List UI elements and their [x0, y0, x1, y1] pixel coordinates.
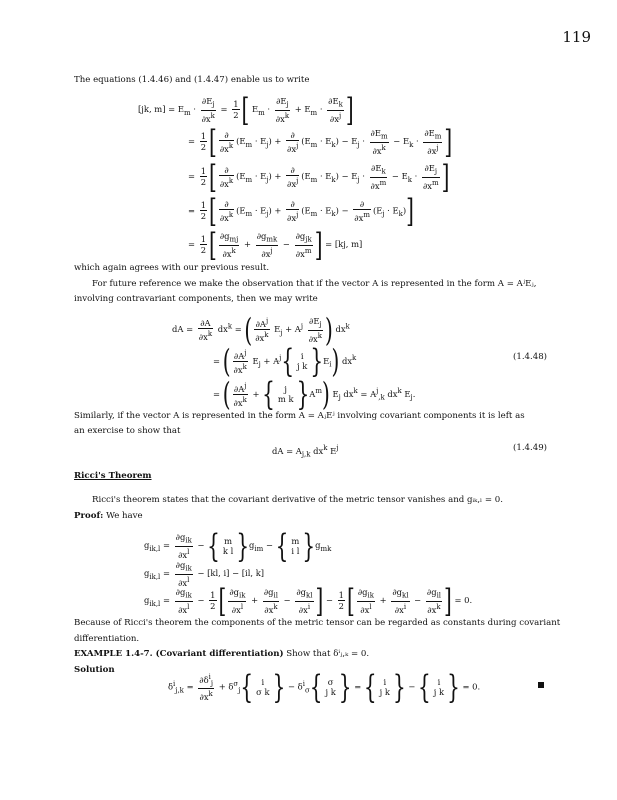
section-title: Ricci's Theorem — [74, 471, 152, 481]
equation-jkm-line-3: = $\frac{1}{2}$ [ $\frac{\partial}{\partial x^k}$ $(E_m \cdot E_j)$ + $\frac{\partial}{\partial x^j}$ $(E_m \cdot E_k) - E_j$ · $\frac{\partial E_k}{\partial x^m}$ − $E_k$ · $\frac{\partial E_j}{\partial x^m}$ ] — [188, 157, 450, 196]
equation-ricci-line-2: $g_{ik,l}$ = $\frac{\partial g_{ik}}{\partial x^l}$ − [kl, i] − [il, k] — [144, 560, 265, 588]
equation-dA-line-1: dA = $\frac{\partial A}{\partial x^k}$ $dx^k$ = ( $\frac{\partial A^j}{\partial x^k}$ $E_j + A^j$ $\frac{\partial E_j}{\partial x^k}$ ) $dx^k$ — [172, 310, 350, 349]
because-paragraph-line-2: differentiation. — [74, 634, 140, 644]
intro-line: The equations (1.4.46) and (1.4.47) enable us to write — [74, 75, 310, 85]
equation-jkm-line-2: = $\frac{1}{2}$ [ $\frac{\partial}{\partial x^k}$ $(E_m \cdot E_j)$ + $\frac{\partial}{\partial x^j}$ $(E_m \cdot E_k) - E_j$ · $\frac{\partial E_m}{\partial x^k}$ − $E_k$ · $\frac{\partial E_m}{\partial x^j}$ ] — [188, 122, 453, 161]
equation-jkm-line-5: = $\frac{1}{2}$ [ $\frac{\partial g_{mj}}{\partial x^k}$ + $\frac{\partial g_{mk}}{\partial x^j}$ − $\frac{\partial g_{jk}}{\partial x^m}$ ] = [kj, m] — [188, 225, 363, 264]
agrees-line: which again agrees with our previous result. — [74, 263, 270, 273]
equation-jkm-line-1: [jk, $m] = E_m$ · $\frac{\partial E_j}{\partial x^k}$ = $\frac{1}{2}$ [ $E_m$ · $\frac{\partial E_j}{\partial x^k}$ + $E_m$ · $\frac{\partial E_k}{\partial x^j}$ ] — [138, 90, 354, 129]
example-text: Show that δⁱⱼ,ₖ = 0. — [286, 649, 370, 659]
solution-label: Solution — [74, 665, 115, 675]
proof-text: We have — [106, 511, 143, 521]
page-number: 119 — [562, 28, 591, 46]
proof-line — [74, 510, 143, 522]
similar-paragraph-line-2: an exercise to show that — [74, 426, 181, 436]
equation-1-4-49: dA = $A_{j,k}$ $dx^k$ $E^j$ — [272, 444, 339, 459]
similar-paragraph-line-1: Similarly, if the vector A is represented in the form A = AⱼEʲ involving covariant components it is left as — [74, 411, 525, 421]
equation-label-1-4-49: (1.4.49) — [513, 443, 548, 453]
because-paragraph-line-1: Because of Ricci's theorem the components of the metric tensor can be regarded as constants during covariant — [74, 618, 561, 628]
equation-solution: $\delta^i_{j,k}$ = $\frac{\partial\delta^i_j}{\partial x^k}$ + $\delta^\sigma_j${ i σ k } − $\delta^i_\sigma${ σ j k } = { i j k } − { i j k } = 0. — [168, 667, 481, 707]
equation-jkm-line-4: = $\frac{1}{2}$ [ $\frac{\partial}{\partial x^k}$ $(E_m \cdot E_j)$ + $\frac{\partial}{\partial x^j}$ $(E_m \cdot E_k)$ − $\frac{\partial}{\partial x^m}$ $(E_j \cdot E_k)$] — [188, 191, 414, 231]
end-of-proof-square — [538, 682, 544, 688]
proof-label: Proof: — [74, 511, 104, 521]
future-paragraph-line-2: involving contravariant components, then we may write — [74, 294, 318, 304]
example-label: EXAMPLE 1.4-7. (Covariant differentiation) — [74, 649, 284, 659]
ricci-paragraph: Ricci's theorem states that the covariant derivative of the metric tensor vanishes and gᵢₖ,ₗ = 0. — [92, 495, 504, 505]
equation-label-1-4-48: (1.4.48) — [513, 352, 548, 362]
example-line — [74, 648, 369, 660]
equation-dA-line-3: = ( $\frac{\partial A^j}{\partial x^k}$ + { j m k }$A^m$) $E_j$ $dx^k = A^j_{,k}$ $dx^k$ $E_j$. — [213, 375, 416, 414]
equation-dA-line-2: = ( $\frac{\partial A^j}{\partial x^k}$ $E_j + A^j${ i j k }$E_i$) $dx^k$ — [213, 342, 357, 381]
equation-ricci-line-3: $g_{ik,l}$ = $\frac{\partial g_{ik}}{\partial x^l}$ − $\frac{1}{2}$ [ $\frac{\partial g_{ik}}{\partial x^l}$ + $\frac{\partial g_{il}}{\partial x^k}$ − $\frac{\partial g_{kl}}{\partial x^i}$ ] − $\frac{1}{2}$ [ $\frac{\partial g_{ik}}{\partial x^l}$ + $\frac{\partial g_{kl}}{\partial x^i}$ − $\frac{\partial g_{il}}{\partial x^k}$ ] = 0. — [144, 581, 473, 620]
equation-ricci-line-1: $g_{ik,l}$ = $\frac{\partial g_{ik}}{\partial x^l}$ − { m k l }$g_{im}$ − { m i l }$g_{mk}$ — [144, 526, 332, 565]
future-paragraph-line-1: For future reference we make the observation that if the vector A is represented in the form A = AʲEⱼ, — [92, 279, 537, 289]
